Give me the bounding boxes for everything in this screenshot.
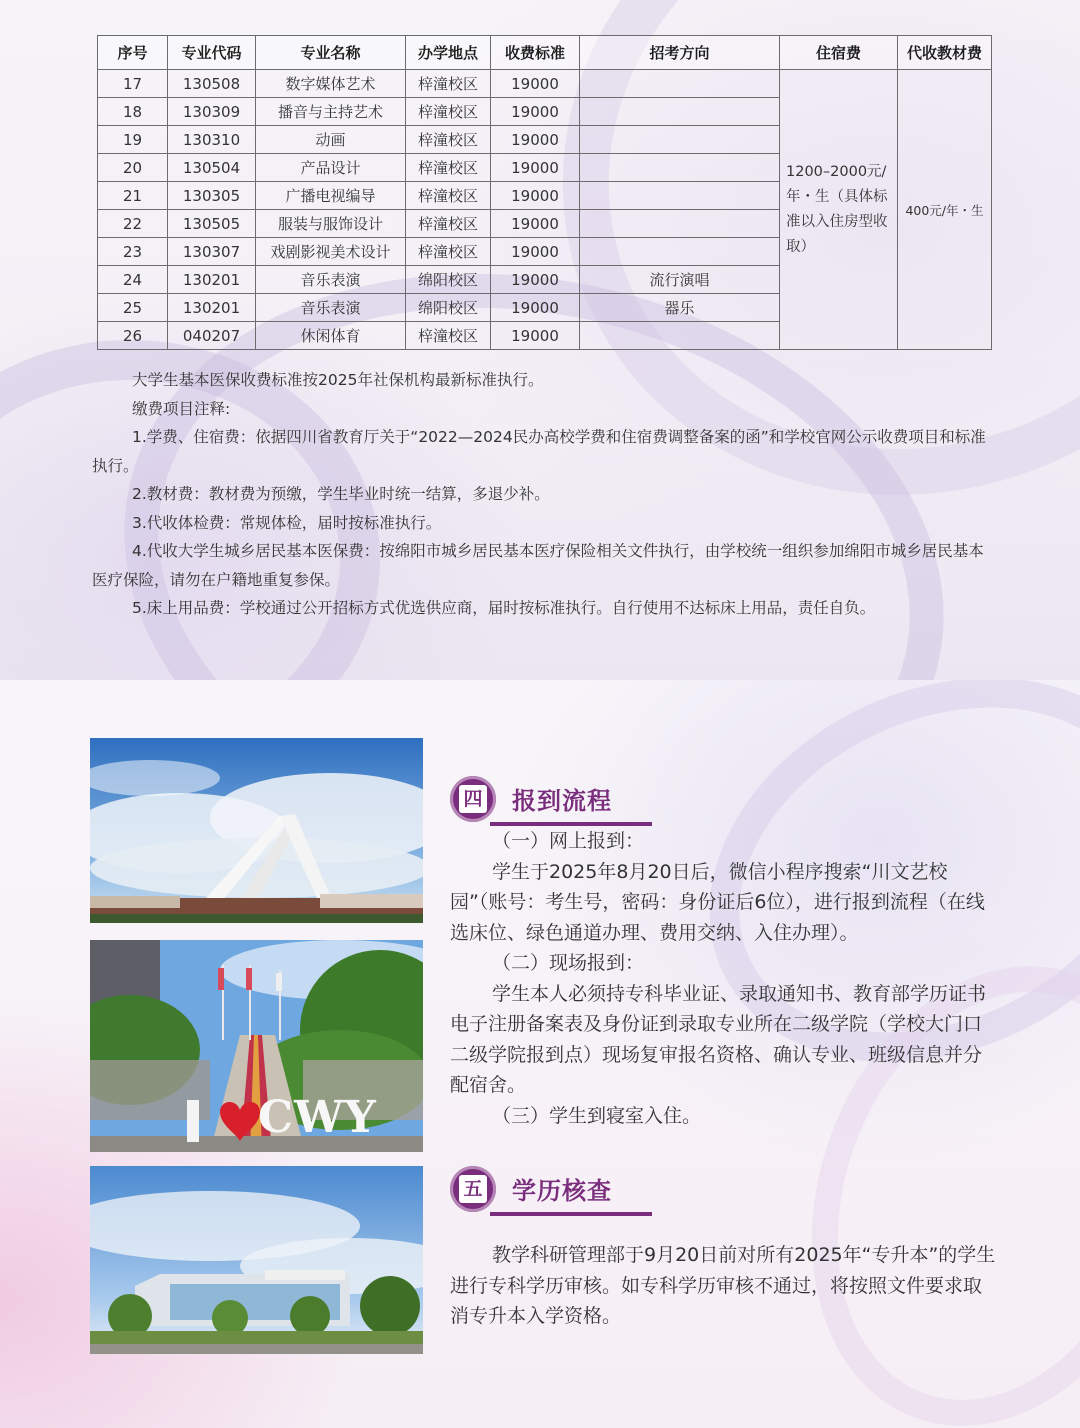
direction-cell (580, 210, 780, 238)
section-title: 报到流程 (512, 787, 612, 815)
insurance-note: 大学生基本医保收费标准按2025年社保机构最新标准执行。 (132, 371, 544, 389)
section-number: 四 (459, 785, 487, 813)
tuition-fee-cell: 19000 (491, 238, 580, 266)
campus-cell: 梓潼校区 (406, 98, 491, 126)
major-name-cell: 休闲体育 (256, 322, 406, 350)
row-index-cell: 19 (98, 126, 168, 154)
paragraph: （二）现场报到： (492, 952, 645, 974)
direction-cell (580, 238, 780, 266)
section-underline (490, 1212, 652, 1216)
direction-cell: 器乐 (580, 294, 780, 322)
campus-cell: 梓潼校区 (406, 126, 491, 154)
campus-cell: 梓潼校区 (406, 154, 491, 182)
major-code-cell: 130201 (168, 294, 256, 322)
registration-process-text (450, 826, 998, 1131)
section-number-badge (450, 776, 496, 822)
campus-cell: 梓潼校区 (406, 238, 491, 266)
table-row (98, 70, 992, 98)
header-fee: 收费标准 (491, 36, 580, 70)
row-index-cell: 22 (98, 210, 168, 238)
paragraph: 学生本人必须持专科毕业证、录取通知书、教育部学历证书电子注册备案表及身份证到录取专业所在二级学院（学校大门口二级学院报到点）现场复审报名资格、确认专业、班级信息并分配宿舍。 (450, 982, 987, 1096)
major-code-cell: 130201 (168, 266, 256, 294)
education-check-text (450, 1240, 998, 1332)
campus-cell: 梓潼校区 (406, 70, 491, 98)
direction-cell (580, 322, 780, 350)
direction-cell (580, 70, 780, 98)
section-title: 学历核查 (512, 1177, 612, 1205)
tuition-fee-cell: 19000 (491, 154, 580, 182)
header-index: 序号 (98, 36, 168, 70)
major-code-cell: 130310 (168, 126, 256, 154)
campus-cell: 梓潼校区 (406, 210, 491, 238)
major-code-cell: 130307 (168, 238, 256, 266)
campus-arch-photo (90, 738, 423, 923)
header-textbook: 代收教材费 (898, 36, 992, 70)
paragraph: （三）学生到寝室入住。 (492, 1104, 702, 1127)
section-number: 五 (459, 1175, 487, 1203)
header-direction: 招考方向 (580, 36, 780, 70)
fee-section (0, 0, 1080, 680)
campus-cell: 绵阳校区 (406, 266, 491, 294)
campus-building-photo (90, 1166, 423, 1354)
table-header-row (98, 36, 992, 70)
tuition-fee-cell: 19000 (491, 210, 580, 238)
header-code: 专业代码 (168, 36, 256, 70)
row-index-cell: 20 (98, 154, 168, 182)
direction-cell (580, 154, 780, 182)
row-index-cell: 26 (98, 322, 168, 350)
campus-cell: 绵阳校区 (406, 294, 491, 322)
row-index-cell: 18 (98, 98, 168, 126)
major-name-cell: 播音与主持艺术 (256, 98, 406, 126)
major-code-cell: 130305 (168, 182, 256, 210)
row-index-cell: 17 (98, 70, 168, 98)
major-name-cell: 广播电视编导 (256, 182, 406, 210)
note-item: 2.教材费：教材费为预缴，学生毕业时统一结算，多退少补。 (132, 485, 550, 503)
header-accommodation: 住宿费 (780, 36, 898, 70)
tuition-fee-cell: 19000 (491, 294, 580, 322)
major-name-cell: 服装与服饰设计 (256, 210, 406, 238)
row-index-cell: 23 (98, 238, 168, 266)
tuition-fee-cell: 19000 (491, 322, 580, 350)
accommodation-fee-cell: 1200–2000元/年・生（具体标准以入住房型收取） (780, 70, 898, 350)
paragraph: （一）网上报到： (492, 830, 645, 852)
tuition-fee-cell: 19000 (491, 126, 580, 154)
major-code-cell: 040207 (168, 322, 256, 350)
paragraph: 教学科研管理部于9月20日前对所有2025年“专升本”的学生进行专科学历审核。如专科学历审核不通过，将按照文件要求取消专升本入学资格。 (450, 1244, 996, 1327)
notes-heading: 缴费项目注释: (132, 399, 231, 418)
row-index-cell: 21 (98, 182, 168, 210)
major-code-cell: 130505 (168, 210, 256, 238)
header-major: 专业名称 (256, 36, 406, 70)
major-name-cell: 产品设计 (256, 154, 406, 182)
note-item: 1.学费、住宿费：依据四川省教育厅关于“2022—2024民办高校学费和住宿费调整备案的函”和学校官网公示收费项目和标准执行。 (92, 428, 986, 475)
fee-table (97, 35, 992, 350)
direction-cell (580, 126, 780, 154)
major-code-cell: 130508 (168, 70, 256, 98)
note-item: 3.代收体检费：常规体检，届时按标准执行。 (132, 513, 442, 532)
campus-cell: 梓潼校区 (406, 322, 491, 350)
paragraph: 学生于2025年8月20日后，微信小程序搜索“川文艺校园”（账号：考生号，密码：身份证后6位），进行报到流程（在线选床位、绿色通道办理、费用交纳、入住办理）。 (450, 860, 985, 944)
note-item: 4.代收大学生城乡居民基本医保费：按绵阳市城乡居民基本医疗保险相关文件执行，由学校统一组织参加绵阳市城乡居民基本医疗保险，请勿在户籍地重复参保。 (92, 542, 984, 589)
header-campus: 办学地点 (406, 36, 491, 70)
direction-cell (580, 182, 780, 210)
major-name-cell: 戏剧影视美术设计 (256, 238, 406, 266)
direction-cell (580, 98, 780, 126)
cwy-sign-text: CWY (258, 1092, 377, 1143)
fee-table-body (98, 70, 992, 350)
section-number-badge (450, 1166, 496, 1212)
row-index-cell: 24 (98, 266, 168, 294)
row-index-cell: 25 (98, 294, 168, 322)
registration-section (0, 680, 1080, 1428)
fee-notes (92, 366, 992, 623)
major-name-cell: 动画 (256, 126, 406, 154)
textbook-fee-cell: 400元/年・生 (898, 70, 992, 350)
note-item: 5.床上用品费：学校通过公开招标方式优选供应商，届时按标准执行。自行使用不达标床上用品，责任自负。 (132, 599, 876, 617)
major-code-cell: 130309 (168, 98, 256, 126)
tuition-fee-cell: 19000 (491, 266, 580, 294)
tuition-fee-cell: 19000 (491, 70, 580, 98)
direction-cell: 流行演唱 (580, 266, 780, 294)
major-name-cell: 音乐表演 (256, 266, 406, 294)
tuition-fee-cell: 19000 (491, 182, 580, 210)
major-code-cell: 130504 (168, 154, 256, 182)
major-name-cell: 音乐表演 (256, 294, 406, 322)
major-name-cell: 数字媒体艺术 (256, 70, 406, 98)
campus-stairway-photo (90, 940, 423, 1152)
campus-cell: 梓潼校区 (406, 182, 491, 210)
tuition-fee-cell: 19000 (491, 98, 580, 126)
